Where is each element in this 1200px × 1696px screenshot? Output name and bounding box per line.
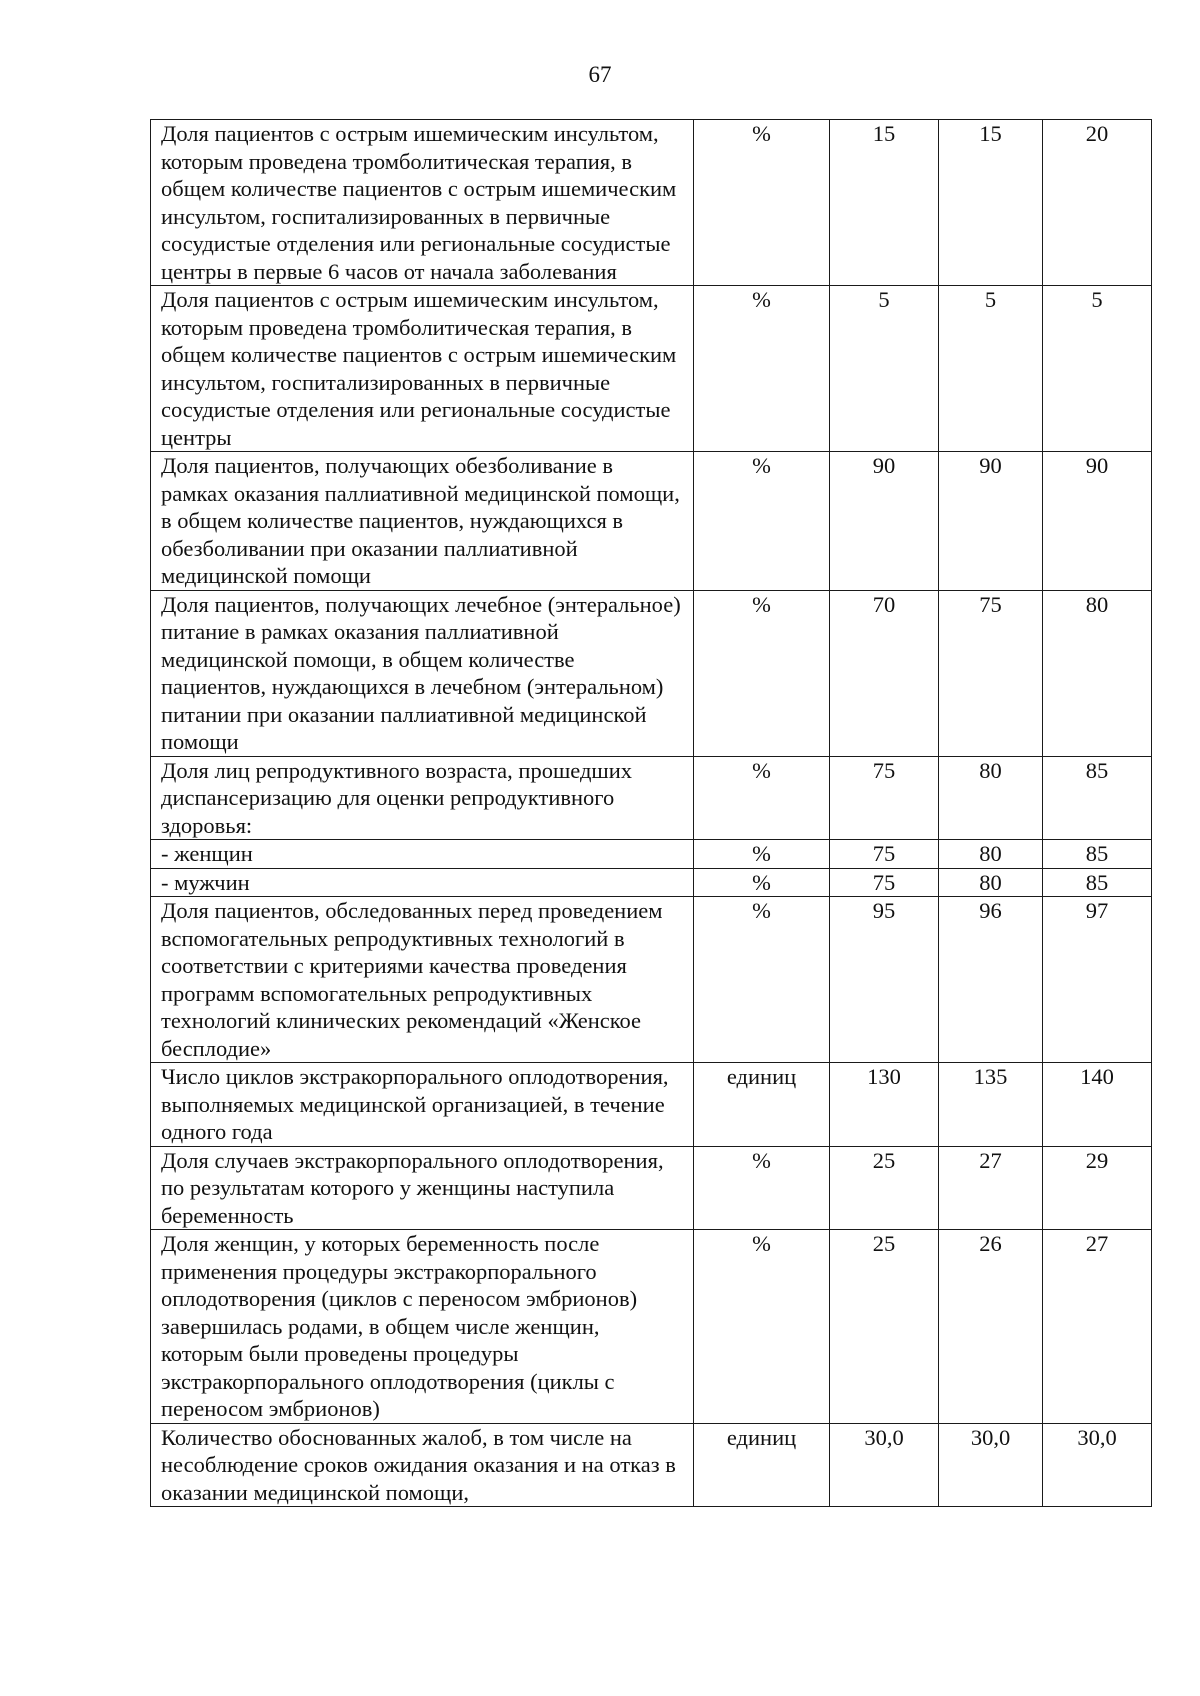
value-cell-1: 30,0: [830, 1423, 939, 1507]
unit-cell: %: [694, 452, 830, 591]
value-cell-1: 95: [830, 897, 939, 1063]
table-row: [151, 590, 1152, 756]
indicator-name-cell: - мужчин: [151, 868, 694, 897]
value-cell-3: 140: [1043, 1063, 1152, 1147]
value-cell-3: 5: [1043, 286, 1152, 452]
value-cell-2: 30,0: [939, 1423, 1043, 1507]
table-row: [151, 1146, 1152, 1230]
value-cell-2: 80: [939, 840, 1043, 869]
value-cell-3: 85: [1043, 868, 1152, 897]
table-row: [151, 897, 1152, 1063]
value-cell-2: 135: [939, 1063, 1043, 1147]
value-cell-1: 75: [830, 868, 939, 897]
value-cell-2: 26: [939, 1230, 1043, 1424]
value-cell-3: 29: [1043, 1146, 1152, 1230]
indicator-name-cell: Доля случаев экстракорпорального оплодотворения, по результатам которого у женщины наступила беременность: [151, 1146, 694, 1230]
unit-cell: единиц: [694, 1063, 830, 1147]
unit-cell: %: [694, 897, 830, 1063]
unit-cell: %: [694, 286, 830, 452]
value-cell-2: 75: [939, 590, 1043, 756]
indicator-name-cell: Доля пациентов, получающих лечебное (энтеральное) питание в рамках оказания паллиативной медицинской помощи, в общем количестве пациентов, нуждающихся в лечебном (энтеральном) питании при оказании паллиативной медицинской помощи: [151, 590, 694, 756]
value-cell-2: 15: [939, 120, 1043, 286]
table-row: [151, 452, 1152, 591]
value-cell-3: 90: [1043, 452, 1152, 591]
value-cell-1: 90: [830, 452, 939, 591]
unit-cell: %: [694, 1146, 830, 1230]
unit-cell: %: [694, 868, 830, 897]
table-row: [151, 1063, 1152, 1147]
indicator-name-cell: Доля пациентов с острым ишемическим инсультом, которым проведена тромболитическая терапия, в общем количестве пациентов с острым ишемическим инсультом, госпитализированных в первичные сосудистые отделения или региональные сосудистые центры в первые 6 часов от начала заболевания: [151, 120, 694, 286]
page-number: 67: [588, 62, 612, 87]
indicator-name-cell: Доля женщин, у которых беременность после применения процедуры экстракорпорального оплодотворения (циклов с переносом эмбрионов) завершилась родами, в общем числе женщин, которым были проведены процедуры экстракорпорального оплодотворения (циклы с переносом эмбрионов): [151, 1230, 694, 1424]
value-cell-2: 5: [939, 286, 1043, 452]
value-cell-3: 20: [1043, 120, 1152, 286]
indicator-name-cell: Доля пациентов с острым ишемическим инсультом, которым проведена тромболитическая терапия, в общем количестве пациентов с острым ишемическим инсультом, госпитализированных в первичные сосудистые отделения или региональные сосудистые центры: [151, 286, 694, 452]
unit-cell: %: [694, 590, 830, 756]
value-cell-2: 80: [939, 756, 1043, 840]
table-row: [151, 120, 1152, 286]
value-cell-1: 5: [830, 286, 939, 452]
value-cell-3: 30,0: [1043, 1423, 1152, 1507]
value-cell-1: 25: [830, 1230, 939, 1424]
table-row: [151, 868, 1152, 897]
value-cell-2: 80: [939, 868, 1043, 897]
indicator-name-cell: Доля лиц репродуктивного возраста, прошедших диспансеризацию для оценки репродуктивного здоровья:: [151, 756, 694, 840]
table-row: [151, 840, 1152, 869]
value-cell-3: 27: [1043, 1230, 1152, 1424]
unit-cell: %: [694, 120, 830, 286]
table-row: [151, 1230, 1152, 1424]
indicator-name-cell: Число циклов экстракорпорального оплодотворения, выполняемых медицинской организацией, в течение одного года: [151, 1063, 694, 1147]
value-cell-2: 96: [939, 897, 1043, 1063]
value-cell-1: 130: [830, 1063, 939, 1147]
indicator-name-cell: Доля пациентов, обследованных перед проведением вспомогательных репродуктивных технологий в соответствии с критериями качества проведения программ вспомогательных репродуктивных технологий клинических рекомендаций «Женское бесплодие»: [151, 897, 694, 1063]
value-cell-1: 75: [830, 756, 939, 840]
value-cell-2: 27: [939, 1146, 1043, 1230]
table-row: [151, 756, 1152, 840]
value-cell-3: 85: [1043, 756, 1152, 840]
table-row: [151, 286, 1152, 452]
value-cell-3: 80: [1043, 590, 1152, 756]
unit-cell: %: [694, 756, 830, 840]
value-cell-3: 85: [1043, 840, 1152, 869]
indicators-table: [150, 119, 1152, 1507]
indicator-name-cell: Доля пациентов, получающих обезболивание в рамках оказания паллиативной медицинской помощи, в общем количестве пациентов, нуждающихся в обезболивании при оказании паллиативной медицинской помощи: [151, 452, 694, 591]
unit-cell: %: [694, 840, 830, 869]
indicator-name-cell: Количество обоснованных жалоб, в том числе на несоблюдение сроков ожидания оказания и на отказ в оказании медицинской помощи,: [151, 1423, 694, 1507]
value-cell-1: 15: [830, 120, 939, 286]
table-row: [151, 1423, 1152, 1507]
value-cell-3: 97: [1043, 897, 1152, 1063]
value-cell-1: 25: [830, 1146, 939, 1230]
unit-cell: %: [694, 1230, 830, 1424]
value-cell-2: 90: [939, 452, 1043, 591]
unit-cell: единиц: [694, 1423, 830, 1507]
value-cell-1: 75: [830, 840, 939, 869]
indicator-name-cell: - женщин: [151, 840, 694, 869]
value-cell-1: 70: [830, 590, 939, 756]
